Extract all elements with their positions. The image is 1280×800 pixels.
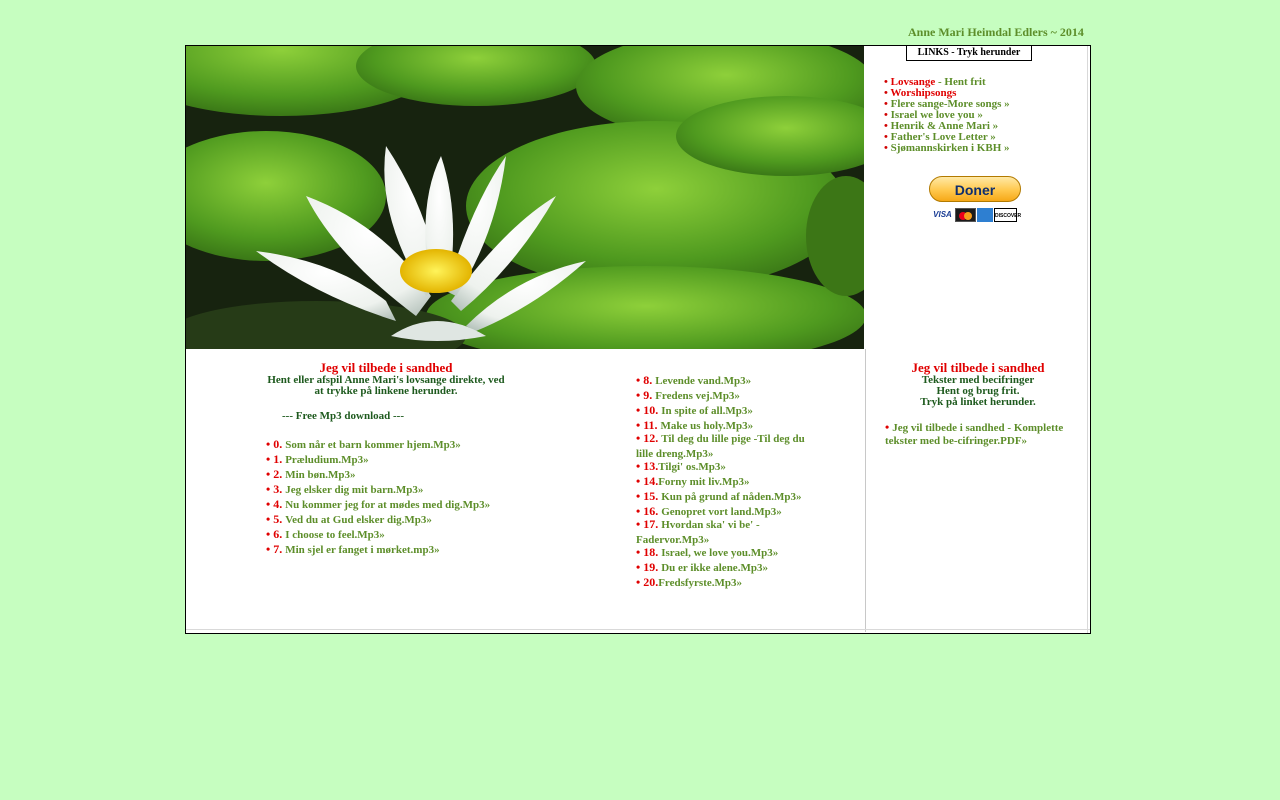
mp3-section-description: Hent eller afspil Anne Mari's lovsange direkte, ved at trykke på linkene herunder. [267,374,505,397]
payment-cards [931,208,1022,226]
water-lily-photo [186,46,864,349]
track-link[interactable]: Tilgi' os.Mp3» [658,461,726,473]
lyrics-line-1: Tekster med becifringer [921,374,1035,386]
track-item [266,525,490,540]
track-link[interactable]: Min sjel er fanget i mørket.mp3» [285,544,440,556]
track-number: • 6. [266,527,283,541]
track-link[interactable]: Make us holy.Mp3» [660,420,754,432]
track-list-right [636,371,806,588]
lyrics-line-3: Tryk på linket herunder. [920,396,1036,408]
track-item [266,540,490,555]
track-link[interactable]: Levende vand.Mp3» [655,375,752,387]
track-number: • 4. [266,497,283,511]
track-link[interactable]: Min bøn.Mp3» [285,469,356,481]
link-item-sjomannskirken: • Sjømannskirken i KBH » [884,142,1010,154]
track-item [636,416,806,431]
link-item-israel: • Israel we love you » [884,109,983,121]
track-link[interactable]: Kun på grund af nåden.Mp3» [661,491,802,503]
track-link[interactable]: Forny mit liv.Mp3» [658,476,750,488]
track-item [636,573,806,588]
track-number: • 15. [636,489,659,503]
track-number: • 1. [266,452,283,466]
track-number: • 8. [636,373,653,387]
track-number: • 3. [266,482,283,496]
free-mp3-label: --- Free Mp3 download --- [282,410,404,422]
lyrics-line-2: Hent og brug frit. [936,385,1020,397]
track-number: • 12. [636,431,659,445]
site-copyright: Anne Mari Heimdal Edlers ~ 2014 [908,25,1084,39]
link-item-lovsange: • Lovsange - Hent frit [884,76,986,88]
link-lovsange[interactable]: Lovsange [890,76,936,88]
link-item-henrik: • Henrik & Anne Mari » [884,120,999,132]
track-link[interactable]: Jeg elsker dig mit barn.Mp3» [285,484,424,496]
track-link[interactable]: Som når et barn kommer hjem.Mp3» [285,439,461,451]
track-item [266,435,490,450]
track-number: • 19. [636,560,659,574]
lyrics-section-title: Jeg vil tilbede i sandhed [911,360,1045,375]
track-number: • 0. [266,437,283,451]
link-more-songs[interactable]: Flere sange-More songs » [890,98,1010,110]
link-sjomannskirken[interactable]: Sjømannskirken i KBH » [890,142,1010,154]
visa-icon: VISA [931,208,954,222]
frame-inner-border-right [1087,46,1088,633]
track-item [636,487,806,502]
track-item [266,495,490,510]
frame-inner-border-bottom [186,629,1090,630]
links-list [884,77,1010,154]
track-link[interactable]: Nu kommer jeg for at mødes med dig.Mp3» [285,499,491,511]
track-link[interactable]: Til deg du lille pige -Til deg du lille dreng.Mp3» [636,433,805,460]
track-item [266,465,490,480]
track-number: • 14. [636,474,659,488]
link-item-worshipsongs: • Worshipsongs [884,87,957,99]
track-item [636,517,806,546]
track-item [636,386,806,401]
track-item [636,457,806,472]
link-worshipsongs[interactable]: Worshipsongs [890,87,957,99]
track-number: • 20. [636,575,659,589]
link-henrik-anne-mari[interactable]: Henrik & Anne Mari » [890,120,999,132]
link-item-more-songs: • Flere sange-More songs » [884,98,1010,110]
track-item [636,371,806,386]
track-number: • 17. [636,517,659,531]
track-item [636,401,806,416]
track-item [266,510,490,525]
track-list-left [266,435,490,555]
track-number: • 16. [636,504,659,518]
link-israel-we-love-you[interactable]: Israel we love you » [890,109,983,121]
track-link[interactable]: Fredsfyrste.Mp3» [658,577,743,589]
column-divider [865,349,866,632]
track-link[interactable]: Ved du at Gud elsker dig.Mp3» [285,514,432,526]
track-number: • 13. [636,459,659,473]
track-item [266,480,490,495]
track-link[interactable]: I choose to feel.Mp3» [285,529,385,541]
track-number: • 2. [266,467,283,481]
track-link[interactable]: Præludium.Mp3» [285,454,369,466]
amex-icon [977,208,993,222]
discover-icon: DISCOVER [994,208,1017,222]
track-number: • 18. [636,545,659,559]
track-item [636,543,806,558]
track-item [266,450,490,465]
track-item [636,558,806,573]
track-item [636,502,806,517]
link-item-fathers-love: • Father's Love Letter » [884,131,996,143]
track-link[interactable]: Fredens vej.Mp3» [655,390,740,402]
water-lily-illustration [186,46,864,349]
track-number: • 10. [636,403,659,417]
track-link[interactable]: Hvordan ska' vi be' - Fadervor.Mp3» [636,519,760,546]
link-fathers-love-letter[interactable]: Father's Love Letter » [890,131,996,143]
mp3-section-title: Jeg vil tilbede i sandhed [319,360,453,375]
track-link[interactable]: In spite of all.Mp3» [661,405,753,417]
track-link[interactable]: Du er ikke alene.Mp3» [661,562,768,574]
track-item [636,472,806,487]
links-tab: LINKS - Tryk herunder [906,46,1032,61]
lyrics-section-description [876,375,1080,408]
main-frame [185,45,1091,634]
track-link[interactable]: Genopret vort land.Mp3» [661,506,782,518]
track-link[interactable]: Israel, we love you.Mp3» [661,547,779,559]
mastercard-icon [955,208,976,222]
track-number: • 7. [266,542,283,556]
lyrics-pdf-link[interactable]: Jeg vil tilbede i sandhed - Komplette tekster med be-cifringer.PDF» [885,422,1064,447]
track-number: • 11. [636,418,658,432]
track-number: • 9. [636,388,653,402]
track-number: • 5. [266,512,283,526]
donate-button[interactable]: Doner [929,176,1021,202]
lyrics-pdf-item: • Jeg vil tilbede i sandhed - Komplette tekster med be-cifringer.PDF» [885,420,1064,447]
track-item [636,431,806,460]
